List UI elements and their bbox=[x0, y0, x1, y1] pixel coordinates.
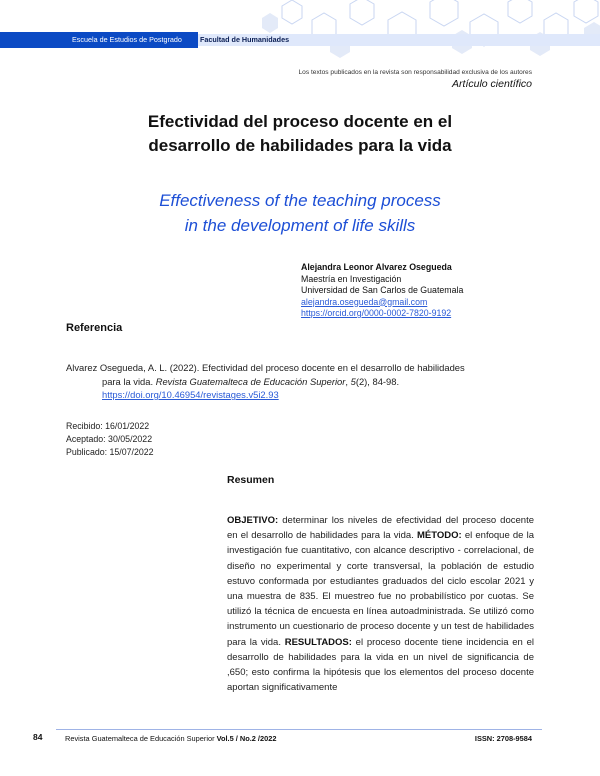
title-spanish bbox=[0, 110, 600, 158]
dates-block bbox=[66, 420, 154, 459]
reference-volume: 5 bbox=[350, 375, 356, 387]
page-number: 84 bbox=[33, 732, 43, 742]
disclaimer: Los textos publicados en la revista son responsabilidad exclusiva de los autores bbox=[298, 69, 532, 76]
abstract-method-text: el enfoque de la investigación fue cuantitativo, con alcance descriptivo - correlacional, de diseño no experimental y corte transversal, la población de estudio estuvo conformada por estudiantes graduados del ciclo escolar 2021 y una muestra de 835. El muestreo fue no probabilístico por cuotas. Se utilizó la técnica de encuesta en línea autoadministrada. Se utilizó como instrumento un cuestionario de proceso docente y un test de habilidades para la vida. bbox=[227, 530, 534, 648]
title-spanish-line1: Efectividad del proceso docente en el bbox=[147, 112, 453, 131]
abstract-method-label: MÉTODO: bbox=[417, 530, 462, 542]
reference-citation bbox=[66, 361, 534, 402]
reference-heading: Referencia bbox=[66, 322, 123, 334]
reference-journal: Revista Guatemalteca de Educación Superior bbox=[155, 375, 346, 387]
abstract-objective-text: determinar los niveles de efectividad del proceso docente en el desarrollo de habilidades para la vida. bbox=[227, 515, 534, 542]
reference-doi-link[interactable]: https://doi.org/10.46954/revistages.v5i2.93 bbox=[102, 389, 279, 400]
footer-volume: Vol.5 / No.2 /2022 bbox=[216, 734, 277, 743]
abstract-objective-label: OBJETIVO: bbox=[227, 515, 279, 526]
reference-line2: para la vida. Revista Guatemalteca de Educación Superior, 5(2), 84-98. bbox=[102, 375, 400, 387]
author-degree: Maestría en Investigación bbox=[301, 273, 402, 284]
hexagon-pattern-decoration bbox=[0, 0, 600, 60]
author-block bbox=[301, 262, 463, 320]
header-faculty: Facultad de Humanidades bbox=[200, 35, 290, 44]
date-published: Publicado: 15/07/2022 bbox=[66, 447, 154, 457]
title-english-line1: Effectiveness of the teaching process bbox=[159, 191, 441, 210]
author-name: Alejandra Leonor Alvarez Osegueda bbox=[301, 262, 452, 272]
author-university: Universidad de San Carlos de Guatemala bbox=[301, 285, 464, 295]
title-english-line2: in the development of life skills bbox=[184, 216, 416, 235]
article-type: Artículo científico bbox=[452, 78, 532, 90]
abstract-results-text: el proceso docente tiene incidencia en el desarrollo de habilidades para la vida en un nivel de significancia de ,650; esto confirma la hipótesis que los elementos del proceso docente aportan significativamente bbox=[227, 636, 534, 694]
abstract-heading: Resumen bbox=[227, 474, 275, 486]
date-accepted: Aceptado: 30/05/2022 bbox=[66, 434, 153, 444]
title-english bbox=[0, 188, 600, 238]
footer-divider bbox=[56, 729, 542, 730]
abstract-results-label: RESULTADOS: bbox=[284, 636, 352, 648]
footer-journal: Revista Guatemalteca de Educación Superior Vol.5 / No.2 /2022 bbox=[65, 734, 277, 743]
header-school: Escuela de Estudios de Postgrado bbox=[72, 35, 182, 44]
reference-line1: Alvarez Osegueda, A. L. (2022). Efectividad del proceso docente en el desarrollo de habilidades bbox=[66, 362, 465, 373]
author-email-link[interactable]: alejandra.osegueda@gmail.com bbox=[301, 296, 428, 307]
title-spanish-line2: desarrollo de habilidades para la vida bbox=[148, 136, 452, 155]
date-received: Recibido: 16/01/2022 bbox=[66, 421, 150, 431]
author-orcid-link[interactable]: https://orcid.org/0000-0002-7820-9192 bbox=[301, 308, 452, 318]
footer-issn: ISSN: 2708-9584 bbox=[474, 734, 532, 743]
abstract-text bbox=[227, 513, 534, 695]
